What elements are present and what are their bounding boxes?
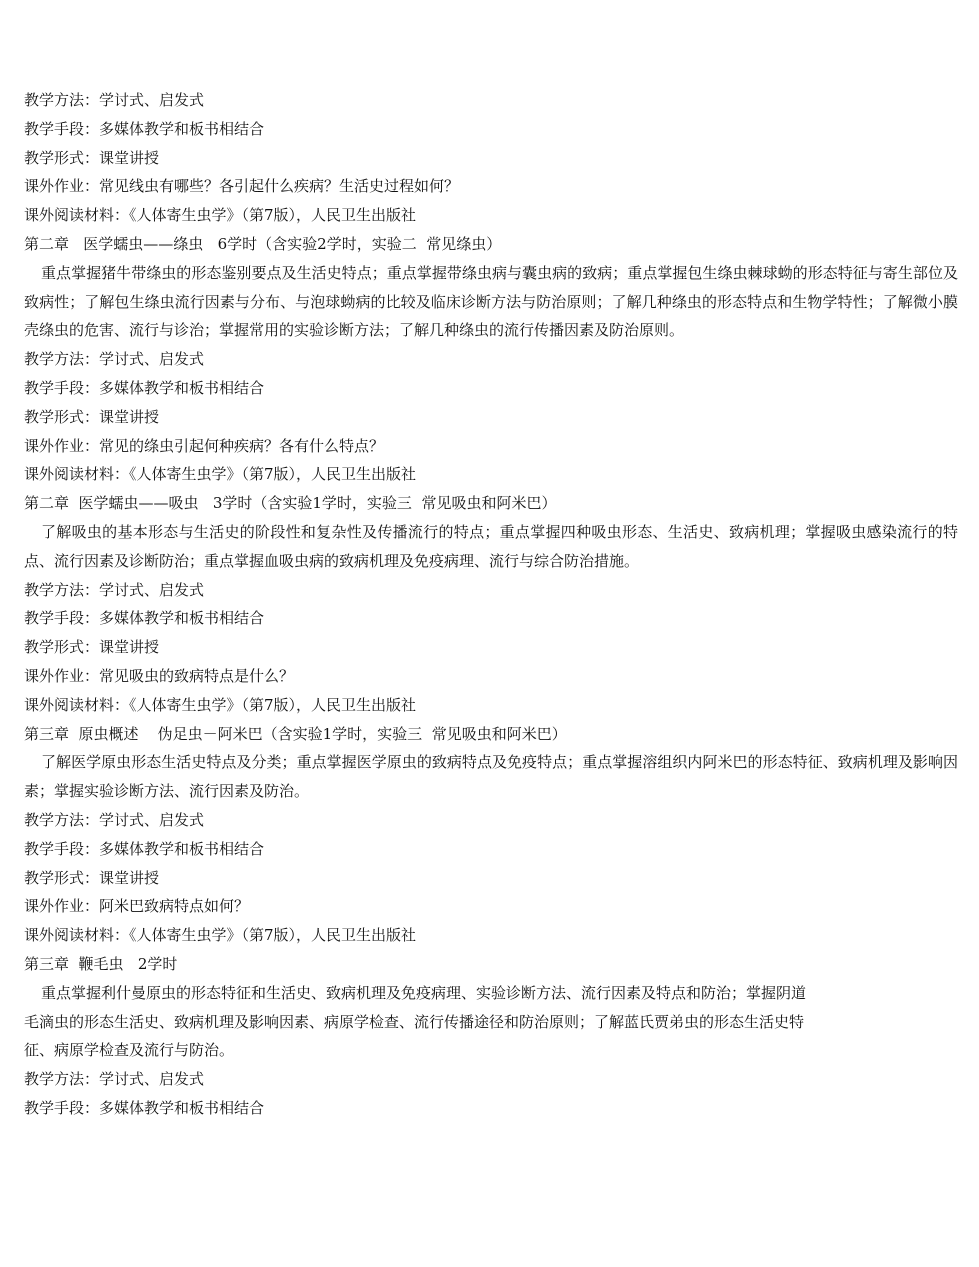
objectives-line: 重点掌握利什曼原虫的形态特征和生活史、致病机理及免疫病理、实验诊断方法、流行因素及特点和防治；掌握阴道 — [41, 983, 807, 1002]
chapter-objectives-cestodes: 重点掌握猪牛带绦虫的形态鉴别要点及生活史特点；重点掌握带绦虫病与囊虫病的致病；重点掌握包生绦虫棘球蚴的形态特征与寄生部位及致病性；了解包生绦虫流行因素与分布、与泡球蚴病的比较及临床诊断方法与防治原则；了解几种绦虫的形态特点和生物学特性；了解微小膜壳绦虫的危害、流行与诊治；掌握常用的实验诊断方法；了解几种绦虫的流行传播因素及防治原则。 — [24, 263, 958, 340]
chapter-heading-cestodes: 第二章 医学蠕虫——绦虫 6学时（含实验2学时，实验二 常见绦虫） — [24, 234, 502, 253]
teaching-means: 教学手段：多媒体教学和板书相结合 — [24, 119, 265, 138]
teaching-form: 教学形式：课堂讲授 — [24, 638, 160, 657]
teaching-method: 教学方法：学讨式、启发式 — [24, 91, 205, 109]
homework: 课外作业：常见线虫有哪些？各引起什么疾病？生活史过程如何？ — [24, 177, 460, 196]
teaching-method: 教学方法：学讨式、启发式 — [24, 580, 205, 599]
teaching-means: 教学手段：多媒体教学和板书相结合 — [24, 609, 265, 628]
reading-material: 课外阅读材料：《人体寄生虫学》（第7版），人民卫生出版社 — [24, 926, 417, 945]
teaching-form: 教学形式：课堂讲授 — [24, 148, 160, 167]
document-page — [24, 86, 958, 1123]
chapter-objectives-flagellates — [24, 979, 958, 1065]
chapter-objectives-amoeba: 了解医学原虫形态生活史特点及分类；重点掌握医学原虫的致病特点及免疫特点；重点掌握溶组织内阿米巴的形态特征、致病机理及影响因素；掌握实验诊断方法、流行因素及防治。 — [24, 753, 958, 801]
homework: 课外作业：阿米巴致病特点如何？ — [24, 897, 250, 916]
objectives-line: 毛滴虫的形态生活史、致病机理及影响因素、病原学检查、流行传播途径和防治原则；了解蓝氏贾弟虫的形态生活史特 — [24, 1012, 805, 1031]
chapter-heading-trematodes: 第二章 医学蠕虫——吸虫 3学时（含实验1学时，实验三 常见吸虫和阿米巴） — [24, 494, 557, 513]
chapter-heading-amoeba: 第三章 原虫概述 伪足虫－阿米巴（含实验1学时，实验三 常见吸虫和阿米巴） — [24, 724, 567, 743]
teaching-means: 教学手段：多媒体教学和板书相结合 — [24, 1098, 265, 1117]
teaching-method: 教学方法：学讨式、启发式 — [24, 810, 205, 829]
reading-material: 课外阅读材料：《人体寄生虫学》（第7版），人民卫生出版社 — [24, 465, 417, 484]
chapter-objectives-trematodes: 了解吸虫的基本形态与生活史的阶段性和复杂性及传播流行的特点；重点掌握四种吸虫形态、生活史、致病机理；掌握吸虫感染流行的特点、流行因素及诊断防治；重点掌握血吸虫病的致病机理及免疫病理、流行与综合防治措施。 — [24, 522, 958, 570]
teaching-form: 教学形式：课堂讲授 — [24, 868, 160, 887]
reading-material: 课外阅读材料：《人体寄生虫学》（第7版），人民卫生出版社 — [24, 695, 417, 714]
homework: 课外作业：常见吸虫的致病特点是什么？ — [24, 666, 295, 685]
objectives-line: 征、病原学检查及流行与防治。 — [24, 1041, 235, 1060]
homework: 课外作业：常见的绦虫引起何种疾病？各有什么特点？ — [24, 436, 385, 455]
teaching-form: 教学形式：课堂讲授 — [24, 407, 160, 426]
teaching-method: 教学方法：学讨式、启发式 — [24, 1070, 205, 1089]
teaching-means: 教学手段：多媒体教学和板书相结合 — [24, 378, 265, 397]
teaching-method: 教学方法：学讨式、启发式 — [24, 350, 205, 369]
chapter-heading-flagellates: 第三章 鞭毛虫 2学时 — [24, 954, 178, 973]
teaching-means: 教学手段：多媒体教学和板书相结合 — [24, 839, 265, 858]
reading-material: 课外阅读材料：《人体寄生虫学》（第7版），人民卫生出版社 — [24, 206, 417, 225]
